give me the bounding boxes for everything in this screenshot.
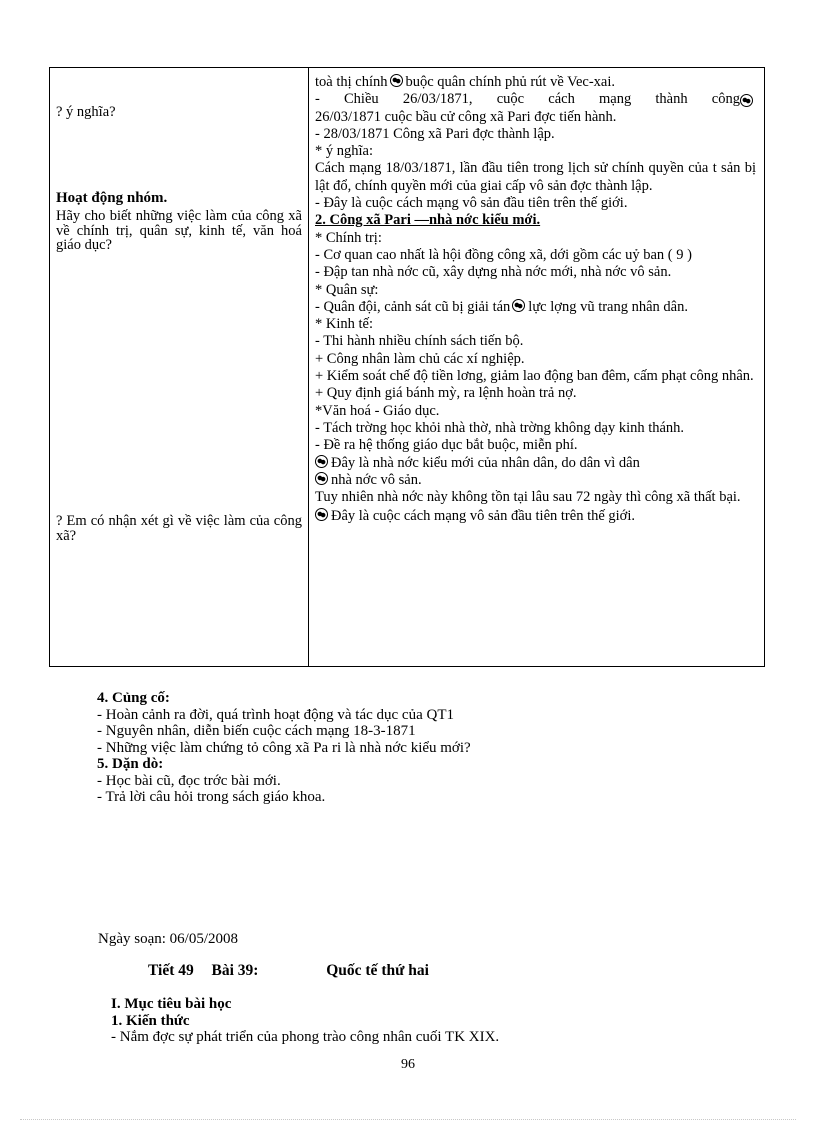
content-text: buộc quân chính phủ rút về Vec-xai. bbox=[405, 74, 616, 90]
yin-yang-arrow-icon bbox=[390, 74, 403, 87]
content-line: + Công nhân làm chủ các xí nghiệp. bbox=[315, 350, 525, 367]
homework-title: 5. Dặn dò: bbox=[97, 756, 164, 772]
yin-yang-arrow-icon bbox=[740, 94, 753, 107]
content-text: lực lợng vũ trang nhân dân. bbox=[528, 298, 688, 315]
preparation-date: Ngày soạn: 06/05/2008 bbox=[98, 931, 238, 947]
content-paragraph: - Cơ quan cao nhất là hội đồng công xã, dới gồm các uỷ ban ( 9 ) bbox=[315, 246, 692, 263]
content-line: * Kinh tế: bbox=[315, 316, 373, 333]
content-line: + Quy định giá bánh mỳ, ra lệnh hoàn trả nợ. bbox=[315, 385, 577, 402]
knowledge-subtitle: 1. Kiến thức bbox=[111, 1012, 190, 1029]
yin-yang-arrow-icon bbox=[315, 455, 328, 468]
content-line: - Chiều 26/03/1871, cuộc cách mạng thành công bbox=[315, 91, 740, 108]
consolidation-item: - Nguyên nhân, diễn biến cuộc cách mạng 18-3-1871 bbox=[97, 723, 416, 739]
content-line bbox=[315, 508, 756, 525]
consolidation-item: - Những việc làm chứng tỏ công xã Pa ri là nhà nớc kiểu mới? bbox=[97, 739, 471, 756]
content-line: * Chính trị: bbox=[315, 229, 382, 246]
content-line: - 28/03/1871 Công xã Pari đợc thành lập. bbox=[315, 125, 555, 142]
yin-yang-arrow-icon bbox=[512, 299, 525, 312]
content-line: *Văn hoá - Giáo dục. bbox=[315, 402, 440, 419]
content-text: Đây là cuộc cách mạng vô sản đầu tiên trên thế giới. bbox=[331, 508, 636, 525]
homework-item: - Trả lời câu hỏi trong sách giáo khoa. bbox=[97, 789, 326, 805]
section-heading: 2. Công xã Pari —nhà nớc kiểu mới. bbox=[315, 212, 541, 229]
yin-yang-arrow-icon bbox=[315, 472, 328, 485]
content-paragraph bbox=[315, 299, 756, 316]
knowledge-item: - Nắm đợc sự phát triển của phong trào công nhân cuối TK XIX. bbox=[111, 1029, 500, 1045]
content-text: toà thị chính bbox=[315, 74, 388, 90]
lesson-table bbox=[49, 67, 765, 667]
homework-item: - Học bài cũ, đọc trớc bài mới. bbox=[97, 772, 281, 789]
consolidation-item: - Hoàn cảnh ra đời, quá trình hoạt động và tác dục của QT1 bbox=[97, 706, 454, 723]
lesson-title: Quốc tế thứ hai bbox=[326, 962, 429, 979]
content-text: nhà nớc vô sản. bbox=[331, 471, 422, 488]
content-line bbox=[315, 472, 756, 489]
page-edge-divider bbox=[20, 1119, 796, 1120]
lesson-heading bbox=[148, 962, 429, 980]
content-paragraph: Cách mạng 18/03/1871, lần đầu tiên trong lịch sử chính quyền của t sản bị lật đổ, chính quyền mới của giai cấp vô sản đợc thành lập. bbox=[315, 160, 756, 194]
content-line bbox=[315, 455, 756, 472]
group-activity-text: Hãy cho biết những việc làm của công xã về chính trị, quân sự, kinh tế, văn hoá giáo dục? bbox=[56, 208, 302, 253]
teacher-activity-column bbox=[50, 68, 309, 666]
objectives-section bbox=[111, 996, 499, 1046]
content-line: 26/03/1871 cuộc bầu cử công xã Pari đợc tiến hành. bbox=[315, 108, 617, 125]
content-line: - Thi hành nhiều chính sách tiến bộ. bbox=[315, 333, 524, 350]
content-line: * ý nghĩa: bbox=[315, 143, 373, 160]
objectives-title: I. Mục tiêu bài học bbox=[111, 996, 232, 1012]
content-line: - Đây là cuộc cách mạng vô sản đầu tiên trên thế giới. bbox=[315, 195, 628, 212]
consolidation-section bbox=[97, 690, 756, 806]
content-paragraph: - Đập tan nhà nớc cũ, xây dựng nhà nớc mới, nhà nớc vô sản. bbox=[315, 264, 672, 281]
content-line: - Đề ra hệ thống giáo dục bắt buộc, miễn phí. bbox=[315, 437, 578, 454]
content-paragraph: - Tách trờng học khỏi nhà thờ, nhà trờng không dạy kinh thánh. bbox=[315, 419, 685, 436]
content-paragraph: Tuy nhiên nhà nớc này không tồn tại lâu sau 72 ngày thì công xã thất bại. bbox=[315, 489, 741, 506]
lesson-number: Bài 39: bbox=[211, 962, 259, 979]
content-line: * Quân sự: bbox=[315, 281, 379, 298]
page-number: 96 bbox=[401, 1057, 415, 1072]
question-evaluation: ? Em có nhận xét gì về việc làm của công xã? bbox=[56, 513, 302, 544]
content-paragraph: + Kiểm soát chế độ tiền lơng, giảm lao động ban đêm, cấm phạt công nhân. bbox=[315, 368, 754, 385]
content-text: - Quân đội, cảnh sát cũ bị giải tán bbox=[315, 298, 511, 315]
question-meaning: ? ý nghĩa? bbox=[56, 104, 116, 120]
consolidation-title: 4. Củng cố: bbox=[97, 690, 170, 706]
content-column bbox=[309, 68, 764, 666]
yin-yang-arrow-icon bbox=[315, 508, 328, 521]
content-text: Đây là nhà nớc kiểu mới của nhân dân, do dân vì dân bbox=[331, 454, 640, 471]
group-activity-title: Hoạt động nhóm. bbox=[56, 190, 168, 206]
content-line bbox=[315, 74, 756, 91]
period-label: Tiết 49 bbox=[148, 962, 194, 979]
